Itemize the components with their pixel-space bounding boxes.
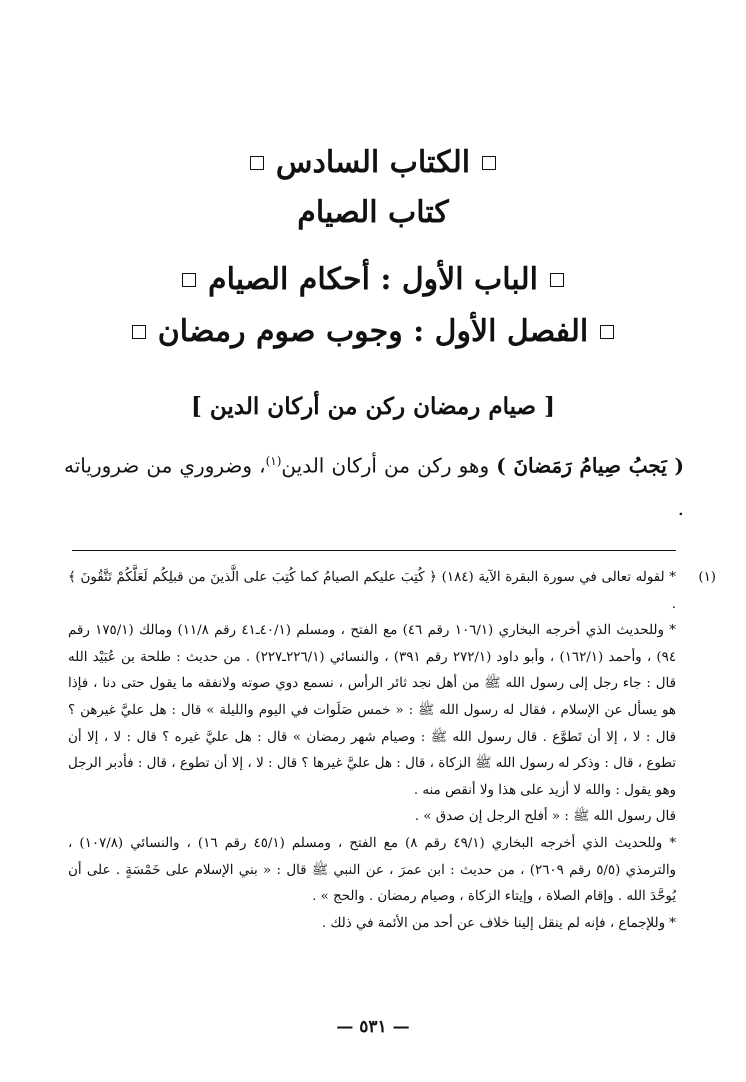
footnotes xyxy=(68,565,676,937)
footnote-paragraph: * وللحديث الذي أخرجه البخاري (٤٩/١ رقم ٨) مع الفتح ، ومسلم (٤٥/١ رقم ١٦) ، والنسائي (١٠٧/٨) ، والترمذي (٥/٥ رقم ٢٦٠٩) ، من حديث : ابن عمرَ ، عن النبي ﷺ قال : « بني الإسلام على خَمْسَةٍ . على أن يُوحَّدَ الله . وإقام الصلاة ، وإيتاء الزكاة ، وصيام رمضان . والحج » . xyxy=(68,835,677,905)
square-icon xyxy=(132,325,146,339)
footnote-paragraph: قال رسول الله ﷺ : « أفلح الرجل إن صدق » . xyxy=(414,809,676,825)
section-heading-main xyxy=(0,314,746,349)
footnote-paragraph: * وللحديث الذي أخرجه البخاري (١٠٦/١ رقم ٤٦) مع الفتح ، ومسلم (٤٠/١ـ٤١ رقم ١١/٨) ومالك (١٧٥/١ رقم ٩٤) ، وأحمد (١٦٢/١) ، وأبو داود (٢٧٢/١ رقم ٣٩١) ، والنسائي (٢٢٦/١ـ٢٢٧) . من حديث : طلحة بن عُبَيْد الله قال : جاء رجل إلى رسول الله ﷺ من أهل نجد ثائر الرأس ، نسمع دوي صوته ولانفقه ما يقول حتى دنا ، فإذا هو يسأل عن الإسلام ، فقال له رسول الله ﷺ : « خمس صَلَوات في اليوم والليلة » قال : هل عليَّ غيرهن ؟ قال : لا ، إلا أن تَطوَّع . قال رسول الله ﷺ : وصيام شهر رمضان » قال : هل عليَّ غيره ؟ قال : لا ، إلا أن تطوع ، قال : وذكر له رسول الله ﷺ الزكاة ، قال : هل عليَّ غيرها ؟ قال : لا ، إلا أن تطوع ، قال : فأدبر الرجل وهو يقول : والله لا أزيد على هذا ولا أنقص منه . xyxy=(68,623,677,798)
footnote-reference: (١) xyxy=(265,454,282,468)
book-heading xyxy=(0,145,746,180)
square-icon xyxy=(550,273,564,287)
square-icon xyxy=(600,325,614,339)
book-heading-text: الكتاب السادس xyxy=(275,145,471,180)
main-paragraph xyxy=(64,440,684,529)
book-title-text: كتاب الصيام xyxy=(297,195,449,230)
page-number: — ٥٣١ — xyxy=(336,1017,410,1037)
quoted-ruling: ( يَجبُ صِيامُ رَمَضانَ ) xyxy=(496,453,685,478)
book-title xyxy=(0,195,746,230)
square-icon xyxy=(250,156,264,170)
footnote-paragraph: * لقوله تعالى في سورة البقرة الآية (١٨٤) ﴿ كُتِبَ عليكم الصيامُ كما كُتِبَ على الَّذينَ من قبلِكُم لَعَلَّكُمْ تَتَّقُونَ ﴾ . xyxy=(68,570,676,612)
footnote-paragraph: * وللإجماع ، فإنه لم ينقل إلينا خلاف عن أحد من الأئمة في ذلك . xyxy=(321,915,676,931)
chapter-heading-text: الباب الأول : أحكام الصيام xyxy=(208,262,538,297)
section-heading-main-text: الفصل الأول : وجوب صوم رمضان xyxy=(157,314,589,349)
square-icon xyxy=(482,156,496,170)
main-text-after-ref: ، وضروري من ضرورياته . xyxy=(64,453,684,520)
subsection-heading: [ صيام رمضان ركن من أركان الدين ] xyxy=(191,393,555,420)
footnote-number: (١) xyxy=(698,570,716,585)
chapter-heading xyxy=(0,262,746,297)
footnote-divider xyxy=(72,550,676,551)
main-text-before-ref: وهو ركن من أركان الدين xyxy=(281,453,497,478)
square-icon xyxy=(182,273,196,287)
